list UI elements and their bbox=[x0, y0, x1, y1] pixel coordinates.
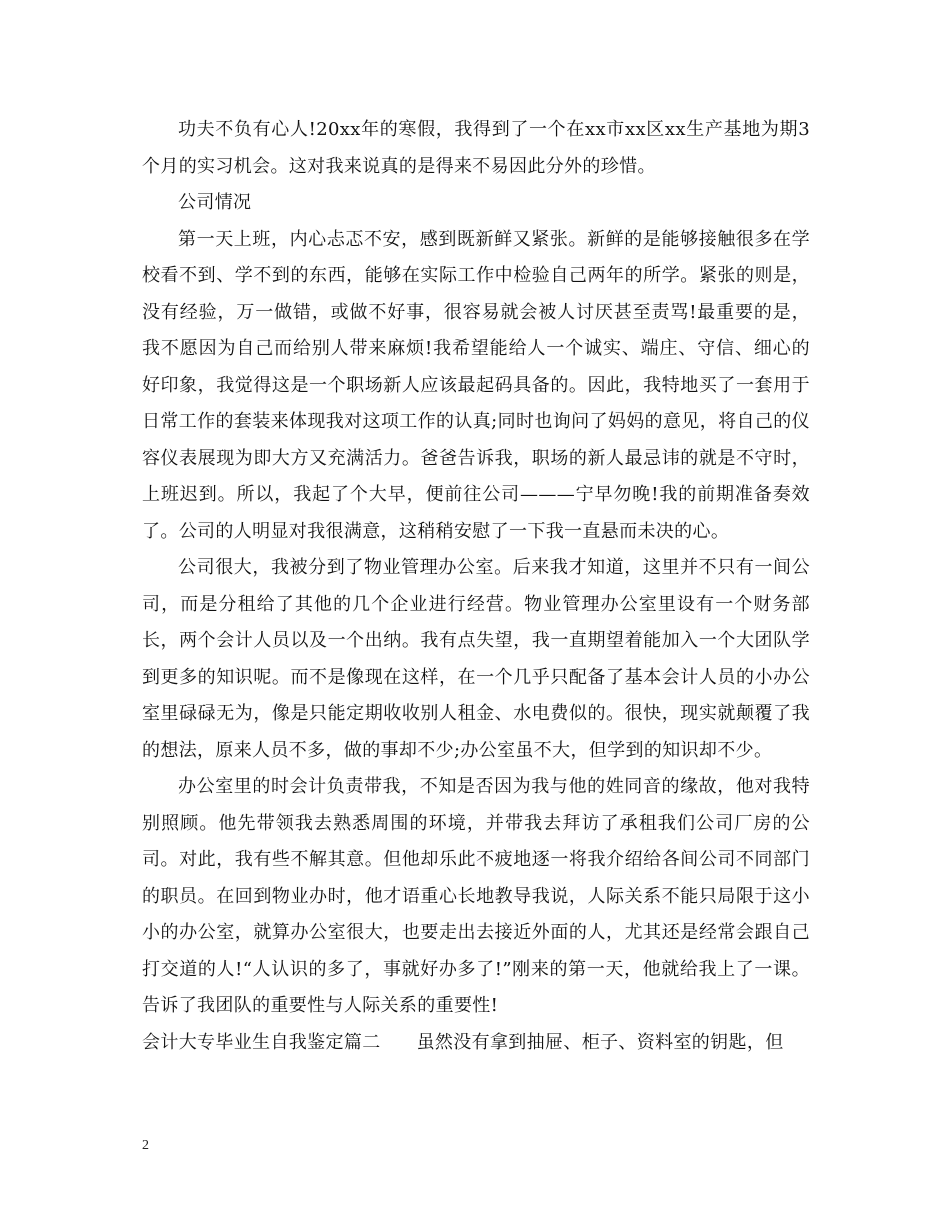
next-section-text: 虽然没有拿到抽屉、柜子、资料室的钥匙，但 bbox=[416, 1031, 784, 1053]
page-number: 2 bbox=[142, 1138, 149, 1153]
paragraph-first-day: 第一天上班，内心忐忑不安，感到既新鲜又紧张。新鲜的是能够接触很多在学校看不到、学不到的东西，能够在实际工作中检验自己两年的所学。紧张的则是，没有经验，万一做错，或做不好事，很容易就会被人讨厌甚至责骂!最重要的是，我不愿因为自己而给别人带来麻烦!我希望能给人一个诚实、端庄、守信、细心的好印象，我觉得这是一个职场新人应该最起码具备的。因此，我特地买了一套用于日常工作的套装来体现我对这项工作的认真;同时也询问了妈妈的意见，将自己的仪容仪表展现为即大方又充满活力。爸爸告诉我，职场的新人最忌讳的就是不守时，上班迟到。所以，我起了个大早，便前往公司———宁早勿晚!我的前期准备奏效了。公司的人明显对我很满意，这稍稍安慰了一下我一直悬而未决的心。 bbox=[142, 228, 810, 542]
document-body bbox=[142, 112, 810, 1061]
next-section-line bbox=[142, 1025, 810, 1062]
paragraph-intro: 功夫不负有心人!20xx年的寒假，我得到了一个在xx市xx区xx生产基地为期3个月的实习机会。这对我来说真的是得来不易因此分外的珍惜。 bbox=[142, 119, 810, 177]
section-heading: 公司情况 bbox=[178, 192, 252, 213]
paragraph-company: 公司很大，我被分到了物业管理办公室。后来我才知道，这里并不只有一间公司，而是分租给了其他的几个企业进行经营。物业管理办公室里设有一个财务部长，两个会计人员以及一个出纳。我有点失望，我一直期望着能加入一个大团队学到更多的知识呢。而不是像现在这样，在一个几乎只配备了基本会计人员的小办公室里碌碌无为，像是只能定期收收别人租金、水电费似的。很快，现实就颠覆了我的想法，原来人员不多，做的事却不少;办公室虽不大，但学到的知识却不少。 bbox=[142, 557, 810, 761]
next-section-title: 会计大专毕业生自我鉴定篇二 bbox=[142, 1031, 381, 1053]
paragraph-mentor: 办公室里的时会计负责带我，不知是否因为我与他的姓同音的缘故，他对我特别照顾。他先带领我去熟悉周围的环境，并带我去拜访了承租我们公司厂房的公司。对此，我有些不解其意。但他却乐此不疲地逐一将我介绍给各间公司不同部门的职员。在回到物业办时，他才语重心长地教导我说，人际关系不能只局限于这小小的办公室，就算办公室很大，也要走出去接近外面的人，尤其还是经常会跟自己打交道的人!“人认识的多了，事就好办多了!”刚来的第一天，他就给我上了一课。告诉了我团队的重要性与人际关系的重要性! bbox=[142, 776, 810, 1016]
spacer bbox=[381, 1025, 417, 1062]
